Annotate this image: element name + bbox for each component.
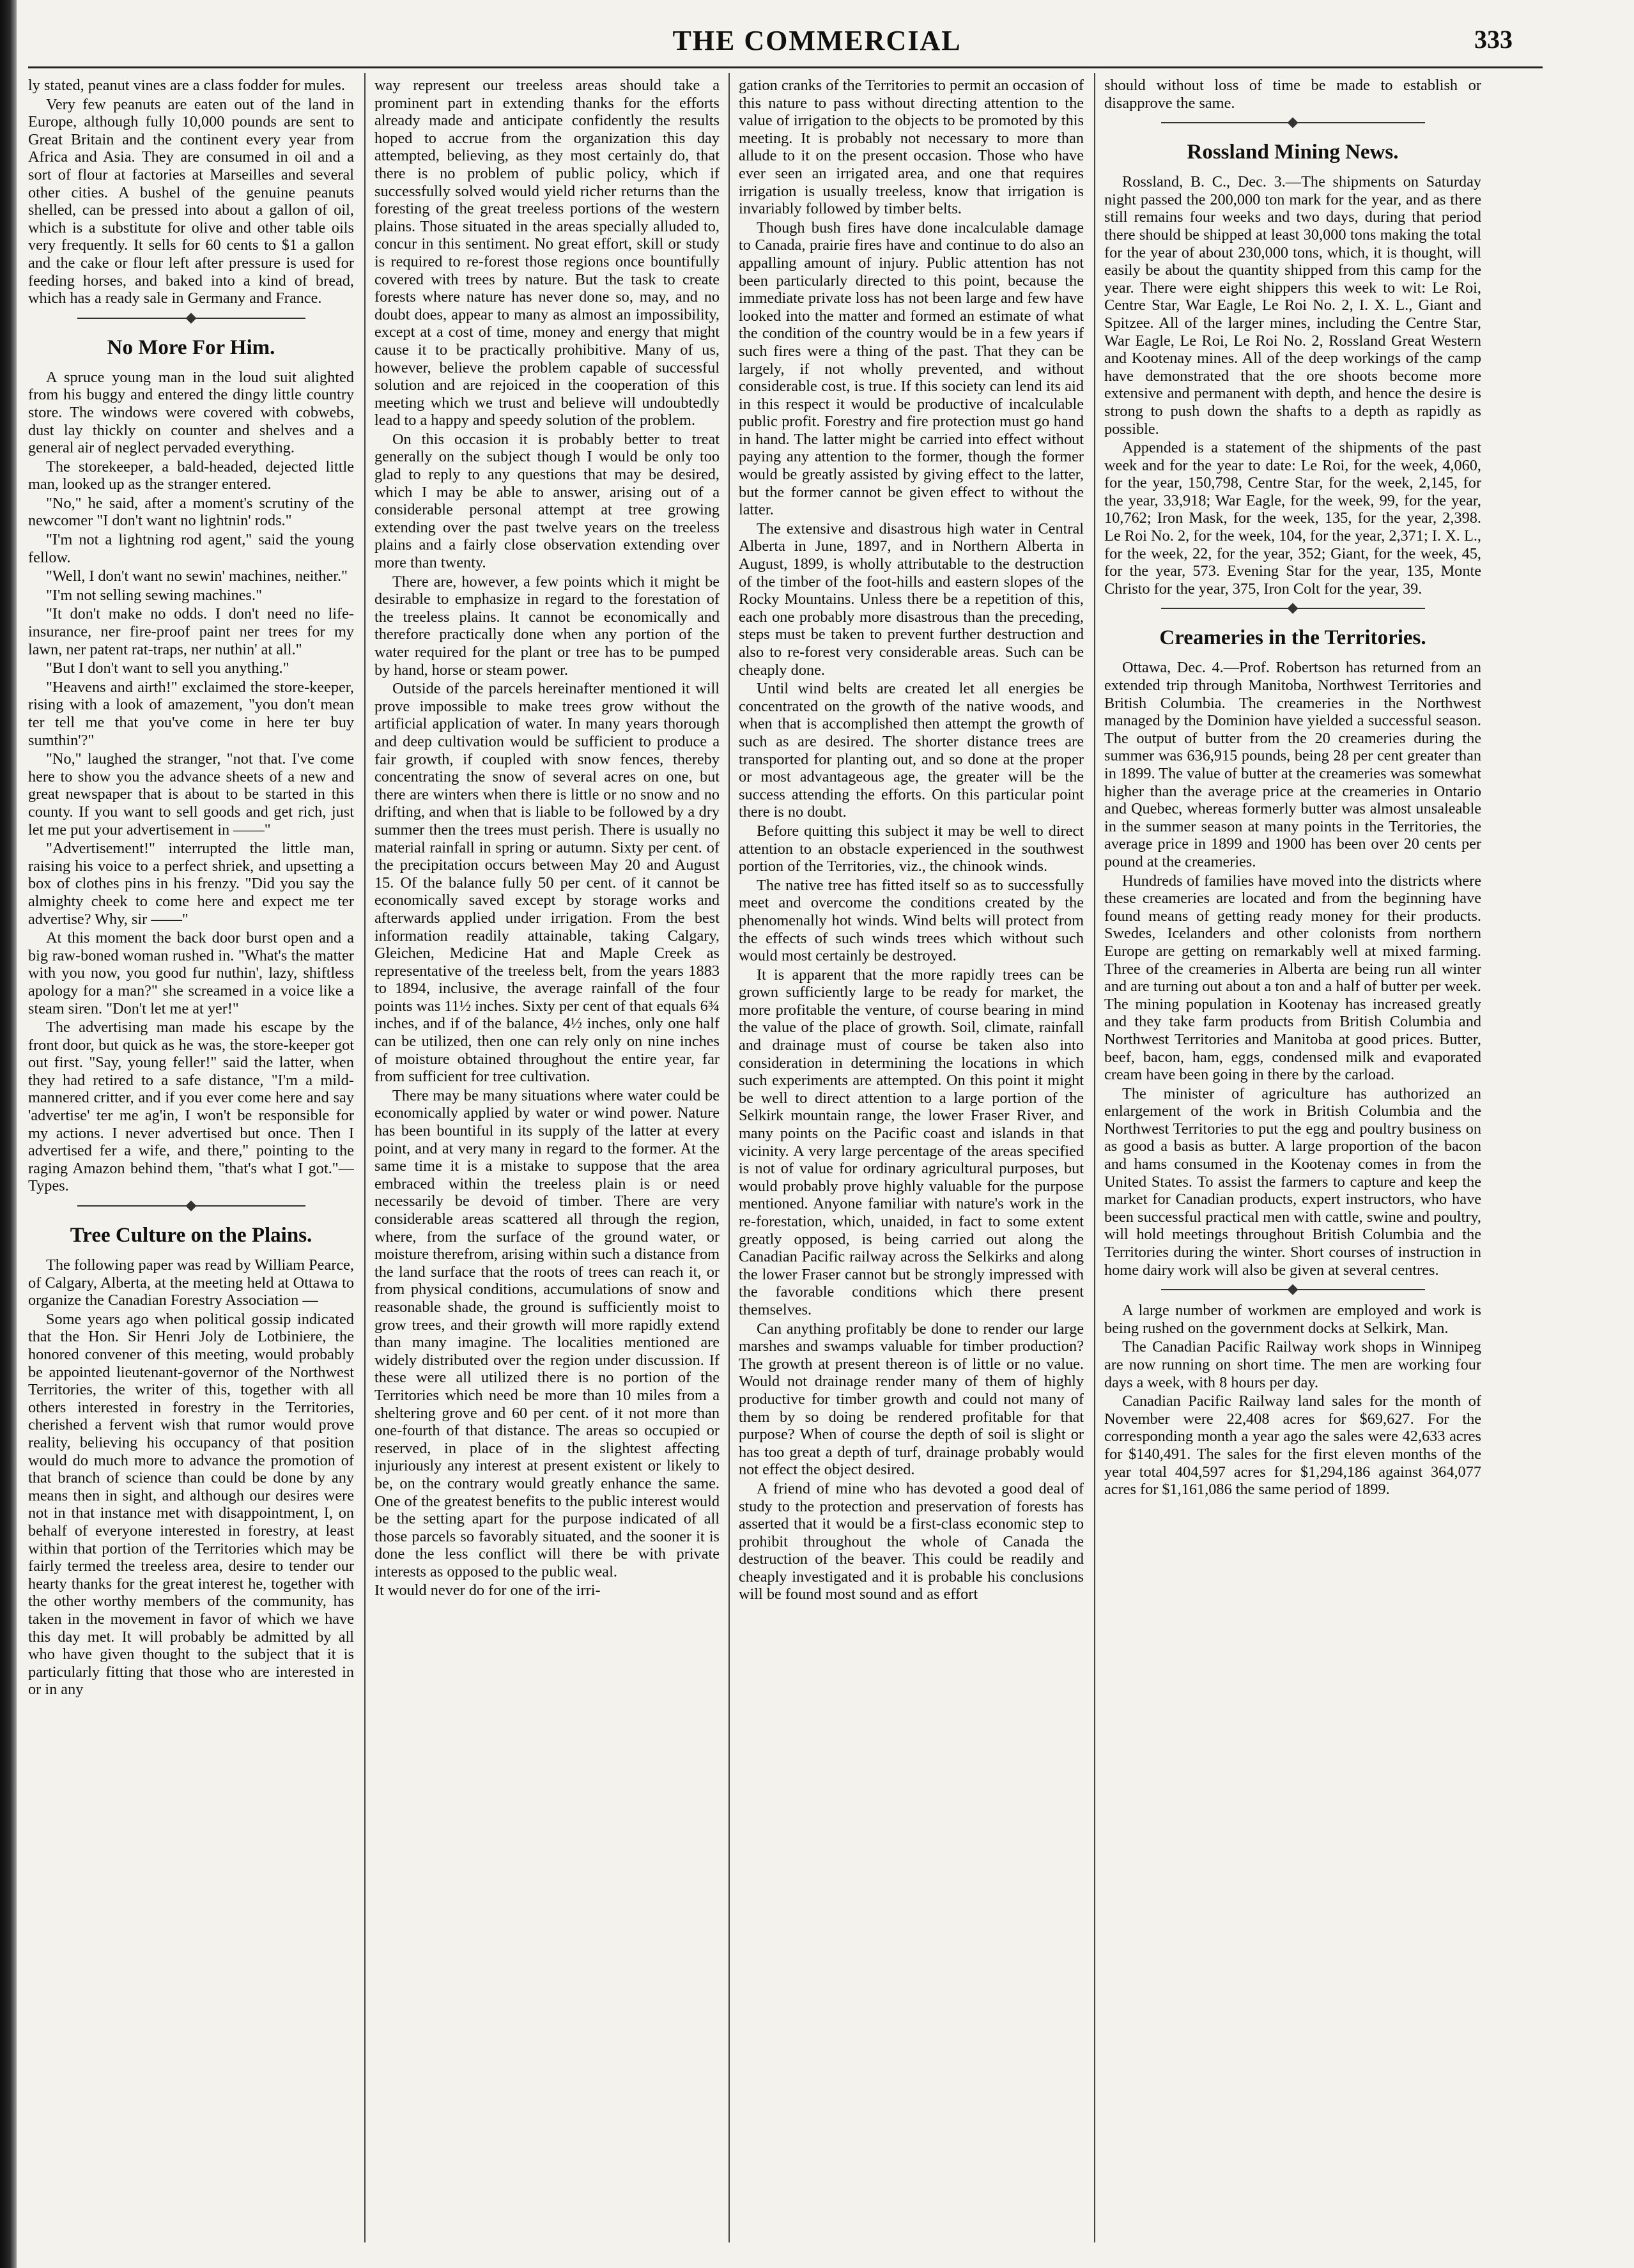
paragraph: way represent our treeless areas should take a prominent part in extending thanks for the efforts already made and anticipate confidently the results hoped to accrue from the organization this day attempted, believing, as they most certainly do, that there is no problem of public policy, which if successfully solved would yield richer returns than the foresting of the great treeless portions of the western plains. Those situated in the areas specially alluded to, concur in this sentiment. No great effort, skill or study is required to re-forest those regions once bountifully covered with trees by nature. But the task to create forests where nature has never done so, may, and no doubt does, appear to many as almost an impossibility, except at a cost of time, money and energy that might cause it to be practically prohibitive. Many of us, however, believe the problem capable of successful solution and are rejoiced in the cooperation of this meeting which we trust and believe will undoubtedly lead to a happy and speedy solution of the problem. (374, 77, 720, 429)
paragraph: gation cranks of the Territories to permit an occasion of this nature to pass without directing attention to the value of irrigation to the objects to be promoted by this meeting. It is probably not necessary to more than allude to it on the present occasion. Those who have ever seen an irrigated area, and one that requires irrigation is usually treeless, know that irrigation is invariably followed by timber belts. (739, 77, 1084, 218)
paragraph: Appended is a statement of the shipments of the past week and for the year to date: Le Roi, for the week, 4,060, for the year, 150,798, Centre Star, for the week, 2,145, for the year, 33,918; War Eagle, for the week, 99, for the year, 10,762; Iron Mask, for the week, 135, for the year, 2,398. Le Roi No. 2, for the week, 104, for the year, 2,371; I. X. L., for the week, 22, for the year, 352; Giant, for the week, 45, for the year, 573. Evening Star for the year, 135, Monte Christo for the year, 375, Iron Colt for the year, 39. (1104, 439, 1481, 598)
paragraph: Outside of the parcels hereinafter mentioned it will prove impossible to make trees grow without the artificial application of water. In many years thorough and deep cultivation would be sufficient to produce a fair growth, if coupled with snow fences, thereby concentrating the snow of several acres on one, but there are winters when there is little or no snow and no drifting, and when that is liable to be followed by a dry summer then the trees must perish. There is usually no material rainfall in spring or autumn. Sixty per cent. of the precipitation occurs between May 20 and August 15. Of the balance fully 50 per cent. of it cannot be economically saved except by storage works and afterwards applied under irrigation. From the best information readily attainable, taking Calgary, Gleichen, Medicine Hat and Maple Creek as representative of the treeless belt, from the years 1883 to 1894, inclusive, the average rainfall of the four points was 11½ inches. Sixty per cent of that equals 6¾ inches, and if of the balance, 4½ inches, only one half can be utilized, then one can rely only on nine inches of moisture obtained throughout the entire year, far from sufficient for tree cultivation. (374, 680, 720, 1086)
paragraph: "Heavens and airth!" exclaimed the store-keeper, rising with a look of amazement, "you don't mean ter tell me that you've come in here ter buy sumthin'?" (28, 678, 354, 749)
paragraph: It would never do for one of the irri- (374, 1582, 601, 1600)
column-3 (739, 77, 1084, 2242)
paragraph: It is apparent that the more rapidly trees can be grown sufficiently large to be ready for market, the more profitable the venture, of course bearing in mind the value of the place of growth. Soil, climate, rainfall and drainage must of course be taken also into consideration in determining the locations in which such experiments are attempted. On this point it might be well to direct attention to a large portion of the Selkirk mountain range, the lower Fraser River, and many points on the Pacific coast and islands in that vicinity. A very large percentage of the areas specified is not of value for ordinary agricultural purposes, but would probably prove highly valuable for the purpose mentioned. Anyone familiar with nature's work in the re-forestation, which, unaided, in fact to some extent greatly opposed, is being carried out along the Canadian Pacific railway across the Selkirks and along the lower Fraser cannot but be strongly impressed with the favorable conditions which there present themselves. (739, 966, 1084, 1318)
article-heading-creameries: Creameries in the Territories. (1159, 626, 1426, 650)
paragraph: should without loss of time be made to establish or disapprove the same. (1104, 77, 1481, 112)
article-separator (77, 1205, 305, 1207)
paragraph: "I'm not a lightning rod agent," said the young fellow. (28, 531, 354, 566)
paragraph: "Well, I don't want no sewin' machines, neither." (46, 567, 348, 585)
page-number: 333 (1474, 25, 1513, 54)
publication-title: THE COMMERCIAL (672, 25, 962, 56)
paragraph: Until wind belts are created let all energies be concentrated on the growth of the native woods, and when that is accomplished then attempt the growth of such as are desired. The shorter distance trees are transported for planting out, and so done at the proper or most advantageous age, the greater will be the success attending the efforts. On this particular point there is no doubt. (739, 680, 1084, 821)
article-separator (77, 318, 305, 319)
article-separator (1161, 1289, 1425, 1290)
paragraph: Rossland, B. C., Dec. 3.—The shipments on Saturday night passed the 200,000 ton mark for the year, and as there still remains four weeks and two days, during that period there should be shipped at least 30,000 tons making the total for the year of about 230,000 tons, which, it is thought, will easily be about the quantity shipped from this camp for the year. There were eight shippers this week to wit: Le Roi, Centre Star, War Eagle, Le Roi No. 2, I. X. L., Giant and Spitzee. All of the larger mines, including the Centre Star, War Eagle, Le Roi, Le Roi No. 2, Rossland Great Western and Kootenay mines. All of the deep workings of the camp have demonstrated that the ore shoots become more extensive and permanent with depth, and hence the desire is strong to push down the shafts to a depth as rapidly as possible. (1104, 173, 1481, 438)
paragraph: A friend of mine who has devoted a good deal of study to the protection and preservation of forests has asserted that it would be a first-class economic step to prohibit throughout the whole of Canada the destruction of the beaver. This could be readily and cheaply investigated and it is probable his conclusions will be found most sound and as effort (739, 1479, 1084, 1603)
article-heading-no-more-for-him: No More For Him. (107, 336, 275, 359)
paragraph: A spruce young man in the loud suit alighted from his buggy and entered the dingy little country store. The windows were covered with cobwebs, dust lay thickly on counter and shelves and a general air of neglect pervaded everything. (28, 368, 354, 457)
paragraph: Before quitting this subject it may be well to direct attention to an obstacle experienced in the southwest portion of the Territories, viz., the chinook winds. (739, 822, 1084, 876)
masthead-rule (28, 66, 1543, 68)
paragraph: The extensive and disastrous high water in Central Alberta in June, 1897, and in Northern Alberta in August, 1899, is wholly attributable to the destruction of the timber of the foot-hills and eastern slopes of the Rocky Mountains. Unless there be a repetition of this, each one probably more disastrous than the preceding, steps must be taken to prevent further destruction and also to re-forest very considerable areas. Such can be cheaply done. (739, 520, 1084, 679)
paragraph: Canadian Pacific Railway land sales for the month of November were 22,408 acres for $69,627. For the corresponding month a year ago the sales were 42,633 acres for $140,491. The sales for the first eleven months of the year total 404,597 acres for $1,294,186 against 364,077 acres for $1,161,086 the same period of 1899. (1104, 1392, 1481, 1499)
article-heading-rossland-mining-news: Rossland Mining News. (1187, 141, 1399, 164)
paragraph: The Canadian Pacific Railway work shops in Winnipeg are now running on short time. The men are working four days a week, with 8 hours per day. (1104, 1338, 1481, 1391)
column-rule (1094, 73, 1095, 2242)
paragraph: ly stated, peanut vines are a class fodder for mules. (28, 77, 345, 94)
column-1 (28, 77, 354, 2242)
paragraph: The following paper was read by William Pearce, of Calgary, Alberta, at the meeting held at Ottawa to organize the Canadian Forestry Association — (28, 1256, 354, 1309)
paragraph: There are, however, a few points which it might be desirable to emphasize in regard to the forestation of the treeless plains. It cannot be economically and therefore practically done when any portion of the water required for the plant or tree has to be pumped by hand, horse or steam power. (374, 573, 720, 679)
column-2 (374, 77, 720, 2242)
paragraph: "But I don't want to sell you anything." (46, 660, 289, 677)
paragraph: On this occasion it is probably better to treat generally on the subject though I would be only too glad to reply to any questions that may be desired, which I may be able to answer, arising out of a considerable personal attempt at tree growing extending over the past twelve years on the treeless plains and a fairly close observation extending over more than twenty. (374, 430, 720, 572)
column-4 (1104, 77, 1481, 2242)
article-heading-tree-culture: Tree Culture on the Plains. (70, 1224, 312, 1247)
column-rule (364, 73, 366, 2242)
paragraph: At this moment the back door burst open and a big raw-boned woman rushed in. "What's the matter with you now, you good fur nuthin', lazy, shiftless apology for a man?" she screamed in a voice like a steam siren. "Don't let me at yer!" (28, 929, 354, 1017)
article-separator (1161, 122, 1425, 123)
paragraph: A large number of workmen are employed and work is being rushed on the government docks at Selkirk, Man. (1104, 1302, 1481, 1337)
paragraph: The advertising man made his escape by the front door, but quick as he was, the store-keeper got out first. "Say, young feller!" said the latter, when they had retired to a safe distance, "I'm a mild-mannered critter, and if you ever come here and say 'advertise' ter me ag'in, I won't be responsible for my actions. I never advertised but once. Then I advertised fer a wife, and there," pointing to the raging Amazon behind them, "that's what I got."—Types. (28, 1019, 354, 1195)
masthead (0, 12, 1634, 69)
paragraph: "No," laughed the stranger, "not that. I've come here to show you the advance sheets of a new and great newspaper that is about to be started in this county. If you want to sell goods and get rich, just let me put your advertisement in ——" (28, 750, 354, 838)
page-binding-edge (0, 0, 17, 2268)
paragraph: "Advertisement!" interrupted the little man, raising his voice to a perfect shriek, and upsetting a box of clothes pins in his frenzy. "Did you say the almighty cheek to come here and expect me ter advertise? Why, sir ——" (28, 840, 354, 928)
column-rule (728, 73, 730, 2242)
paragraph: "No," he said, after a moment's scrutiny of the newcomer "I don't want no lightnin' rods." (28, 494, 354, 530)
paragraph: Some years ago when political gossip indicated that the Hon. Sir Henri Joly de Lotbiniere, the honored convener of this meeting, would probably be appointed lieutenant-governor of the Northwest Territories, the writer of this, together with all others interested in forestry in the Territories, cherished a fervent wish that rumor would prove reality, believing his occupancy of that position would do much more to advance the promotion of that branch of science than could be done by any means then in sight, and although our desires were not in that instance met with disappointment, I, on behalf of everyone interested in forestry, at least within that portion of the Territories which may be fairly termed the treeless area, desire to tender our hearty thanks for the great interest he, together with the other worthy members of the community, has taken in the movement in favor of which we have this day met. It will probably be admitted by all who have given thought to the subject that it is particularly fitting that those who are interested in or in any (28, 1310, 354, 1699)
paragraph: The storekeeper, a bald-headed, dejected little man, looked up as the stranger entered. (28, 458, 354, 493)
article-separator (1161, 608, 1425, 609)
paragraph: Ottawa, Dec. 4.—Prof. Robertson has returned from an extended trip through Manitoba, Northwest Territories and British Columbia. The creameries in the Northwest managed by the Dominion have yielded a successful season. The output of butter from the 20 creameries during the summer was 636,915 pounds, being 28 per cent greater than in 1899. The value of butter at the creameries was somewhat higher than the average price at the creameries in Ontario and Quebec, whereas formerly butter was almost unsaleable in the summer season at many points in the Territories, the average price in 1899 and 1900 has been over 20 cents per pound at the creameries. (1104, 659, 1481, 870)
paragraph: "It don't make no odds. I don't need no life-insurance, ner fire-proof paint ner trees for my lawn, ner patent rat-traps, ner nuthin' at all." (28, 605, 354, 658)
paragraph: "I'm not selling sewing machines." (46, 586, 262, 604)
paragraph: Can anything profitably be done to render our large marshes and swamps valuable for timber production? The growth at present thereon is of little or no value. Would not drainage render many of them of highly productive for timber growth and could not many of them by so doing be rendered profitable for that purpose? When of course the depth of soil is slight or has too great a depth of turf, drainage probably would not effect the object desired. (739, 1320, 1084, 1479)
paragraph: The native tree has fitted itself so as to successfully meet and overcome the conditions created by the phenomenally hot winds. Wind belts will protect from the effects of such winds trees which without such would most certainly be destroyed. (739, 876, 1084, 965)
paragraph: Hundreds of families have moved into the districts where these creameries are located and from the beginning have found means of getting ready money for their products. Swedes, Icelanders and other colonists from northern Europe are getting on remarkably well at mixed farming. Three of the creameries in Alberta are being run all winter and are turning out about a ton and a half of butter per week. The mining population in Kootenay has increased greatly and they take farm products from British Columbia and Northwest Territories and Manitoba at good prices. Butter, beef, bacon, ham, eggs, condensed milk and evaporated cream have been going in there by the carload. (1104, 872, 1481, 1084)
paragraph: Though bush fires have done incalculable damage to Canada, prairie fires have and continue to do also an appalling amount of injury. Public attention has not been particularly directed to this point, because the immediate private loss has not been large and few have looked into the matter and formed an estimate of what the condition of the country would be in a few years if such fires were a thing of the past. That they can be largely, if not wholly prevented, and without considerable cost, is true. If this society can lend its aid in this respect it would be productive of incalculable public profit. Forestry and fire protection must go hand in hand. The latter might be carried into effect without paying any attention to the former, though the former would be greatly assisted by giving effect to the latter, but the former cannot be given effect to without the latter. (739, 219, 1084, 519)
paragraph: There may be many situations where water could be economically applied by water or wind power. Nature has been bountiful in its supply of the latter at every point, and at very many in regard to the former. At the same time it is a mistake to suppose that the area embraced within the treeless plain is or need necessarily be devoid of timber. There are very considerable areas scattered all through the region, where, from the surface of the ground water, or moisture therefrom, arising within such a distance from the land surface that the roots of trees can reach it, or from physical conditions, accumulations of snow and reasonable shade, the ground is sufficiently moist to grow trees, and their growth will more rapidly extend than many imagine. The localities mentioned are widely distributed over the region under discussion. If these were all utilized there is no portion of the Territories which need be more than 10 miles from a sheltering grove and 60 per cent. of it not more than one-fourth of that distance. The areas so occupied or reserved, in place of in the slightest affecting injuriously any interest at present existent or likely to be, on the contrary would greatly enhance the same. One of the greatest benefits to the public interest would be the setting apart for the purpose indicated of all those parcels so favorably situated, and the sooner it is done the less conflict will there be with private interests as opposed to the public weal. (374, 1086, 720, 1580)
paragraph: The minister of agriculture has authorized an enlargement of the work in British Columbia and the Northwest Territories to put the egg and poultry business on as good a basis as butter. A large proportion of the bacon and hams consumed in the Kootenay comes in from the United States. To assist the farmers to capture and keep the market for Canadian products, expert instructors, who have been successful practical men with cattle, swine and poultry, will hold meetings throughout British Columbia and the Territories during the winter. Short courses of instruction in home dairy work will also be given at several centres. (1104, 1084, 1481, 1279)
paragraph: Very few peanuts are eaten out of the land in Europe, although fully 10,000 pounds are sent to Great Britain and the continent every year from Africa and Asia. They are consumed in oil and a sort of flour at factories at Marseilles and several other cities. A bushel of the genuine peanuts shelled, can be pressed into about a gallon of oil, which is a substitute for olive and other table oils very frequently. It sells for 60 cents to $1 a gallon and the cake or flour left after pressure is used for feeding horses, and baked into a kind of bread, which has a ready sale in Germany and France. (28, 95, 354, 307)
